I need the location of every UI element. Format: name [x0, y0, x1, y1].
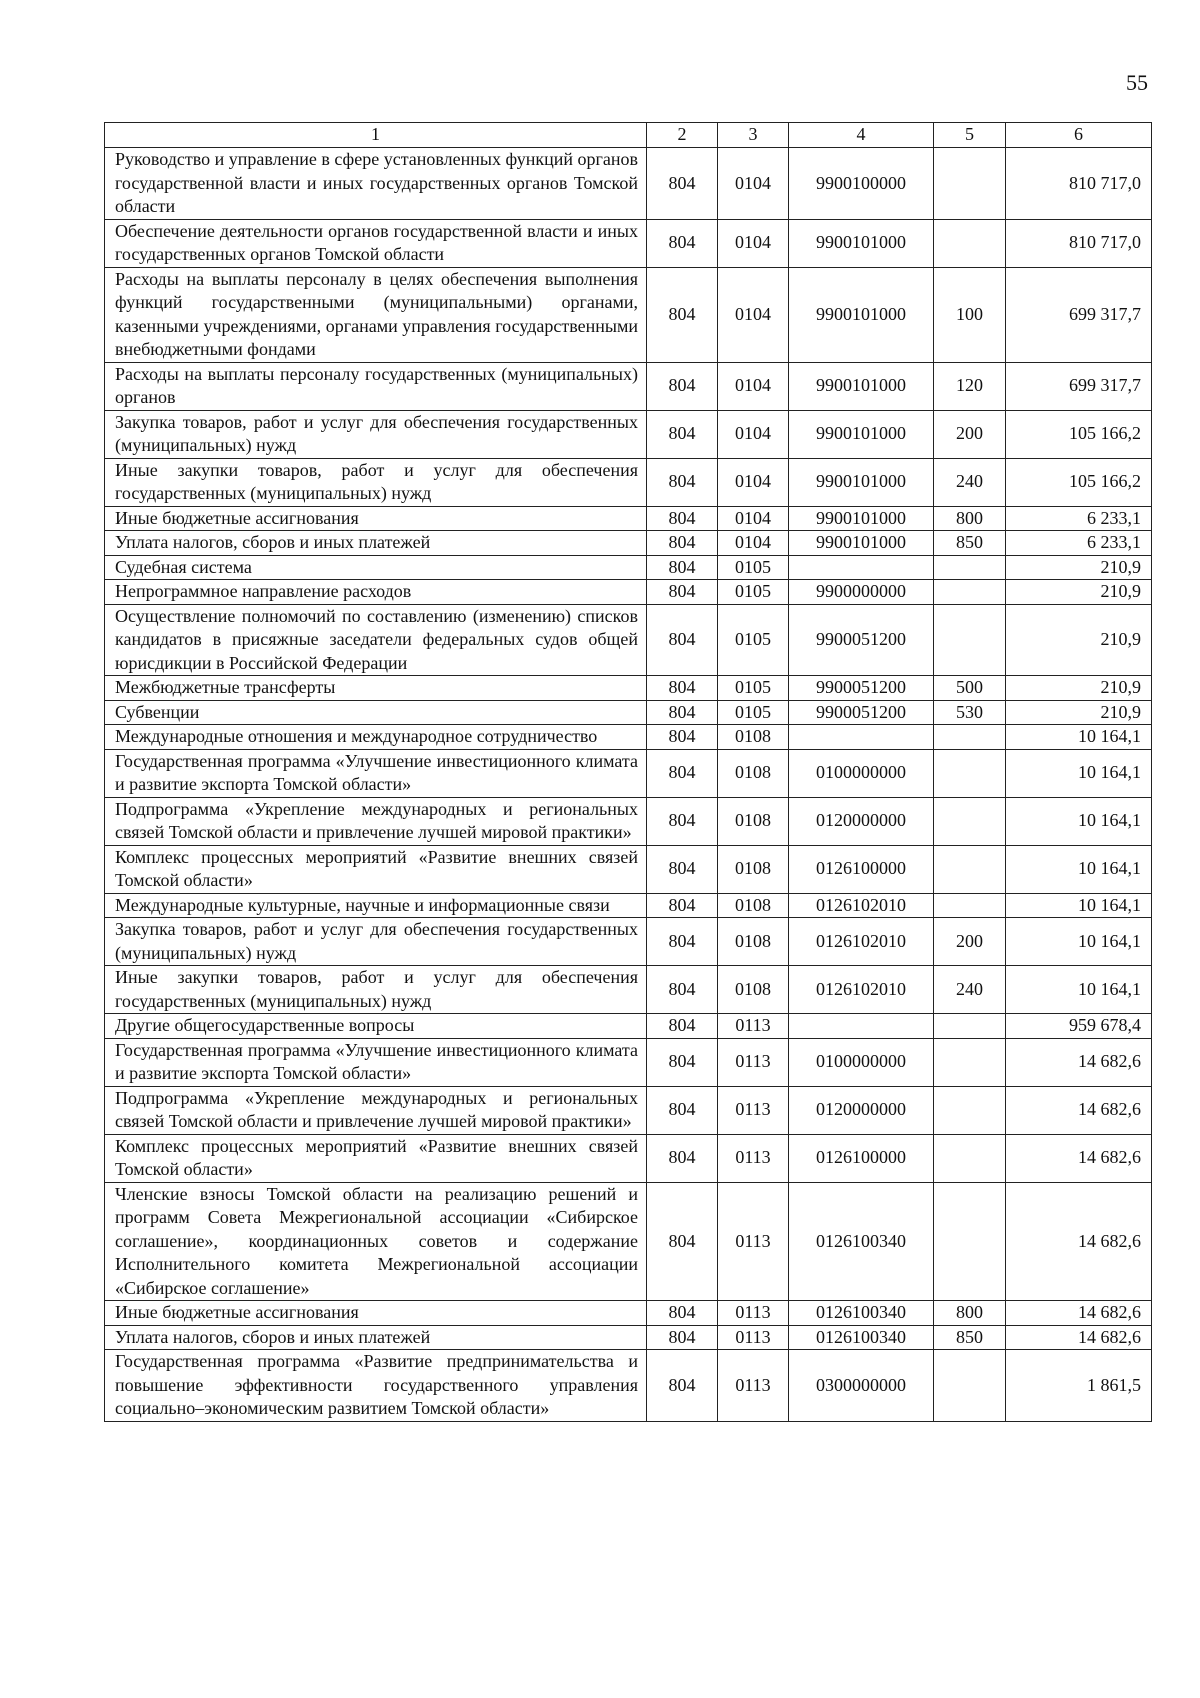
section-code-cell: 0108 — [718, 797, 789, 845]
amount-cell: 810 717,0 — [1006, 148, 1152, 220]
target-article-cell: 0120000000 — [789, 797, 934, 845]
ministry-code-cell: 804 — [647, 604, 718, 676]
row-name-cell: Государственная программа «Улучшение инвестиционного климата и развитие экспорта Томской области» — [105, 749, 647, 797]
table-row — [105, 1134, 1152, 1182]
row-name-cell: Обеспечение деятельности органов государственной власти и иных государственных органов Томской области — [105, 219, 647, 267]
target-article-cell: 0126100340 — [789, 1325, 934, 1350]
ministry-code-cell: 804 — [647, 966, 718, 1014]
target-article-cell: 9900100000 — [789, 148, 934, 220]
row-name-cell: Комплекс процессных мероприятий «Развитие внешних связей Томской области» — [105, 1134, 647, 1182]
section-code-cell: 0108 — [718, 966, 789, 1014]
amount-cell: 105 166,2 — [1006, 410, 1152, 458]
row-name-cell: Другие общегосударственные вопросы — [105, 1014, 647, 1039]
amount-cell: 105 166,2 — [1006, 458, 1152, 506]
ministry-code-cell: 804 — [647, 1086, 718, 1134]
ministry-code-cell: 804 — [647, 1301, 718, 1326]
ministry-code-cell: 804 — [647, 1350, 718, 1422]
table-row — [105, 148, 1152, 220]
section-code-cell: 0108 — [718, 725, 789, 750]
ministry-code-cell: 804 — [647, 148, 718, 220]
table-row — [105, 1038, 1152, 1086]
table-row — [105, 893, 1152, 918]
amount-cell: 810 717,0 — [1006, 219, 1152, 267]
amount-cell: 699 317,7 — [1006, 267, 1152, 362]
row-name-cell: Членские взносы Томской области на реализацию решений и программ Совета Межрегиональной ассоциации «Сибирское соглашение», координационных советов и содержание Исполнительного комитета Межрегиональной ассоциации «Сибирское соглашение» — [105, 1182, 647, 1301]
table-row — [105, 1350, 1152, 1422]
row-name-cell: Субвенции — [105, 700, 647, 725]
ministry-code-cell: 804 — [647, 531, 718, 556]
row-name-cell: Руководство и управление в сфере установленных функций органов государственной власти и иных государственных органов Томской области — [105, 148, 647, 220]
expense-type-cell: 800 — [934, 1301, 1006, 1326]
expense-type-cell — [934, 1038, 1006, 1086]
row-name-cell: Международные культурные, научные и информационные связи — [105, 893, 647, 918]
ministry-code-cell: 804 — [647, 1014, 718, 1039]
target-article-cell: 0126102010 — [789, 893, 934, 918]
ministry-code-cell: 804 — [647, 700, 718, 725]
expense-type-cell — [934, 1086, 1006, 1134]
table-row — [105, 676, 1152, 701]
section-code-cell: 0104 — [718, 458, 789, 506]
amount-cell: 10 164,1 — [1006, 966, 1152, 1014]
target-article-cell: 9900101000 — [789, 506, 934, 531]
column-header: 6 — [1006, 123, 1152, 148]
expense-type-cell: 100 — [934, 267, 1006, 362]
section-code-cell: 0104 — [718, 531, 789, 556]
row-name-cell: Иные бюджетные ассигнования — [105, 1301, 647, 1326]
amount-cell: 210,9 — [1006, 700, 1152, 725]
amount-cell: 10 164,1 — [1006, 893, 1152, 918]
table-row — [105, 725, 1152, 750]
ministry-code-cell: 804 — [647, 410, 718, 458]
table-row — [105, 506, 1152, 531]
amount-cell: 10 164,1 — [1006, 725, 1152, 750]
expense-type-cell — [934, 797, 1006, 845]
target-article-cell: 0126100000 — [789, 845, 934, 893]
budget-table — [104, 122, 1152, 1422]
page-number: 55 — [1126, 70, 1148, 95]
section-code-cell: 0108 — [718, 893, 789, 918]
amount-cell: 10 164,1 — [1006, 918, 1152, 966]
target-article-cell: 0126100340 — [789, 1182, 934, 1301]
section-code-cell: 0113 — [718, 1301, 789, 1326]
row-name-cell: Судебная система — [105, 555, 647, 580]
section-code-cell: 0105 — [718, 700, 789, 725]
table-row — [105, 1182, 1152, 1301]
ministry-code-cell: 804 — [647, 267, 718, 362]
row-name-cell: Закупка товаров, работ и услуг для обеспечения государственных (муниципальных) нужд — [105, 918, 647, 966]
target-article-cell — [789, 1014, 934, 1039]
table-row — [105, 918, 1152, 966]
target-article-cell — [789, 725, 934, 750]
section-code-cell: 0108 — [718, 918, 789, 966]
ministry-code-cell: 804 — [647, 845, 718, 893]
section-code-cell: 0104 — [718, 219, 789, 267]
expense-type-cell: 530 — [934, 700, 1006, 725]
amount-cell: 14 682,6 — [1006, 1086, 1152, 1134]
amount-cell: 6 233,1 — [1006, 531, 1152, 556]
table-row — [105, 1301, 1152, 1326]
target-article-cell: 0126100340 — [789, 1301, 934, 1326]
ministry-code-cell: 804 — [647, 219, 718, 267]
ministry-code-cell: 804 — [647, 893, 718, 918]
table-row — [105, 845, 1152, 893]
table-row — [105, 580, 1152, 605]
section-code-cell: 0113 — [718, 1325, 789, 1350]
section-code-cell: 0104 — [718, 267, 789, 362]
target-article-cell: 9900051200 — [789, 676, 934, 701]
ministry-code-cell: 804 — [647, 749, 718, 797]
row-name-cell: Уплата налогов, сборов и иных платежей — [105, 1325, 647, 1350]
section-code-cell: 0105 — [718, 580, 789, 605]
expense-type-cell — [934, 1134, 1006, 1182]
expense-type-cell: 500 — [934, 676, 1006, 701]
expense-type-cell — [934, 148, 1006, 220]
expense-type-cell: 800 — [934, 506, 1006, 531]
ministry-code-cell: 804 — [647, 1325, 718, 1350]
column-header: 4 — [789, 123, 934, 148]
expense-type-cell — [934, 604, 1006, 676]
amount-cell: 210,9 — [1006, 676, 1152, 701]
column-header: 3 — [718, 123, 789, 148]
table-row — [105, 267, 1152, 362]
section-code-cell: 0105 — [718, 604, 789, 676]
amount-cell: 959 678,4 — [1006, 1014, 1152, 1039]
row-name-cell: Государственная программа «Улучшение инвестиционного климата и развитие экспорта Томской области» — [105, 1038, 647, 1086]
amount-cell: 210,9 — [1006, 555, 1152, 580]
ministry-code-cell: 804 — [647, 676, 718, 701]
table-header-row — [105, 123, 1152, 148]
target-article-cell: 9900051200 — [789, 700, 934, 725]
row-name-cell: Государственная программа «Развитие предпринимательства и повышение эффективности государственного управления социально–экономическим развитием Томской области» — [105, 1350, 647, 1422]
expense-type-cell: 200 — [934, 918, 1006, 966]
expense-type-cell — [934, 845, 1006, 893]
target-article-cell: 0120000000 — [789, 1086, 934, 1134]
table-row — [105, 966, 1152, 1014]
amount-cell: 10 164,1 — [1006, 749, 1152, 797]
section-code-cell: 0113 — [718, 1014, 789, 1039]
expense-type-cell — [934, 580, 1006, 605]
table-row — [105, 797, 1152, 845]
section-code-cell: 0105 — [718, 676, 789, 701]
target-article-cell: 9900101000 — [789, 267, 934, 362]
section-code-cell: 0113 — [718, 1182, 789, 1301]
ministry-code-cell: 804 — [647, 580, 718, 605]
ministry-code-cell: 804 — [647, 918, 718, 966]
target-article-cell: 0300000000 — [789, 1350, 934, 1422]
section-code-cell: 0113 — [718, 1350, 789, 1422]
target-article-cell: 0126102010 — [789, 918, 934, 966]
amount-cell: 1 861,5 — [1006, 1350, 1152, 1422]
expense-type-cell: 200 — [934, 410, 1006, 458]
amount-cell: 10 164,1 — [1006, 797, 1152, 845]
table-row — [105, 410, 1152, 458]
amount-cell: 14 682,6 — [1006, 1301, 1152, 1326]
section-code-cell: 0108 — [718, 749, 789, 797]
row-name-cell: Уплата налогов, сборов и иных платежей — [105, 531, 647, 556]
ministry-code-cell: 804 — [647, 362, 718, 410]
row-name-cell: Иные бюджетные ассигнования — [105, 506, 647, 531]
target-article-cell: 0126102010 — [789, 966, 934, 1014]
target-article-cell: 9900101000 — [789, 410, 934, 458]
row-name-cell: Межбюджетные трансферты — [105, 676, 647, 701]
expense-type-cell — [934, 1182, 1006, 1301]
table-row — [105, 555, 1152, 580]
target-article-cell: 9900101000 — [789, 458, 934, 506]
target-article-cell: 9900101000 — [789, 219, 934, 267]
section-code-cell: 0104 — [718, 410, 789, 458]
target-article-cell: 9900101000 — [789, 362, 934, 410]
expense-type-cell — [934, 219, 1006, 267]
target-article-cell: 9900101000 — [789, 531, 934, 556]
row-name-cell: Международные отношения и международное сотрудничество — [105, 725, 647, 750]
expense-type-cell — [934, 1350, 1006, 1422]
row-name-cell: Осуществление полномочий по составлению (изменению) списков кандидатов в присяжные заседатели федеральных судов общей юрисдикции в Российской Федерации — [105, 604, 647, 676]
target-article-cell: 0100000000 — [789, 1038, 934, 1086]
expense-type-cell: 240 — [934, 458, 1006, 506]
section-code-cell: 0113 — [718, 1038, 789, 1086]
expense-type-cell: 850 — [934, 1325, 1006, 1350]
ministry-code-cell: 804 — [647, 1134, 718, 1182]
row-name-cell: Подпрограмма «Укрепление международных и региональных связей Томской области и привлечение лучшей мировой практики» — [105, 1086, 647, 1134]
row-name-cell: Расходы на выплаты персоналу государственных (муниципальных) органов — [105, 362, 647, 410]
table-row — [105, 1086, 1152, 1134]
expense-type-cell — [934, 725, 1006, 750]
section-code-cell: 0104 — [718, 148, 789, 220]
section-code-cell: 0113 — [718, 1134, 789, 1182]
expense-type-cell: 240 — [934, 966, 1006, 1014]
ministry-code-cell: 804 — [647, 1182, 718, 1301]
table-row — [105, 362, 1152, 410]
row-name-cell: Иные закупки товаров, работ и услуг для обеспечения государственных (муниципальных) нужд — [105, 966, 647, 1014]
section-code-cell: 0104 — [718, 506, 789, 531]
table-row — [105, 700, 1152, 725]
row-name-cell: Иные закупки товаров, работ и услуг для обеспечения государственных (муниципальных) нужд — [105, 458, 647, 506]
table-row — [105, 604, 1152, 676]
section-code-cell: 0105 — [718, 555, 789, 580]
table-row — [105, 219, 1152, 267]
ministry-code-cell: 804 — [647, 506, 718, 531]
ministry-code-cell: 804 — [647, 555, 718, 580]
amount-cell: 14 682,6 — [1006, 1182, 1152, 1301]
column-header: 2 — [647, 123, 718, 148]
ministry-code-cell: 804 — [647, 797, 718, 845]
row-name-cell: Непрограммное направление расходов — [105, 580, 647, 605]
amount-cell: 210,9 — [1006, 580, 1152, 605]
target-article-cell: 0126100000 — [789, 1134, 934, 1182]
row-name-cell: Подпрограмма «Укрепление международных и региональных связей Томской области и привлечение лучшей мировой практики» — [105, 797, 647, 845]
table-row — [105, 458, 1152, 506]
table-row — [105, 531, 1152, 556]
amount-cell: 210,9 — [1006, 604, 1152, 676]
amount-cell: 14 682,6 — [1006, 1134, 1152, 1182]
expense-type-cell — [934, 893, 1006, 918]
column-header: 5 — [934, 123, 1006, 148]
expense-type-cell: 120 — [934, 362, 1006, 410]
expense-type-cell: 850 — [934, 531, 1006, 556]
amount-cell: 6 233,1 — [1006, 506, 1152, 531]
target-article-cell: 9900051200 — [789, 604, 934, 676]
section-code-cell: 0104 — [718, 362, 789, 410]
row-name-cell: Комплекс процессных мероприятий «Развитие внешних связей Томской области» — [105, 845, 647, 893]
target-article-cell: 9900000000 — [789, 580, 934, 605]
expense-type-cell — [934, 749, 1006, 797]
table-row — [105, 749, 1152, 797]
section-code-cell: 0108 — [718, 845, 789, 893]
target-article-cell — [789, 555, 934, 580]
row-name-cell: Расходы на выплаты персоналу в целях обеспечения выполнения функций государственными (муниципальными) органами, казенными учреждениями, органами управления государственными внебюджетными фондами — [105, 267, 647, 362]
amount-cell: 14 682,6 — [1006, 1325, 1152, 1350]
target-article-cell: 0100000000 — [789, 749, 934, 797]
section-code-cell: 0113 — [718, 1086, 789, 1134]
column-header: 1 — [105, 123, 647, 148]
table-row — [105, 1014, 1152, 1039]
row-name-cell: Закупка товаров, работ и услуг для обеспечения государственных (муниципальных) нужд — [105, 410, 647, 458]
amount-cell: 14 682,6 — [1006, 1038, 1152, 1086]
expense-type-cell — [934, 555, 1006, 580]
amount-cell: 10 164,1 — [1006, 845, 1152, 893]
ministry-code-cell: 804 — [647, 1038, 718, 1086]
amount-cell: 699 317,7 — [1006, 362, 1152, 410]
table-row — [105, 1325, 1152, 1350]
ministry-code-cell: 804 — [647, 725, 718, 750]
expense-type-cell — [934, 1014, 1006, 1039]
ministry-code-cell: 804 — [647, 458, 718, 506]
